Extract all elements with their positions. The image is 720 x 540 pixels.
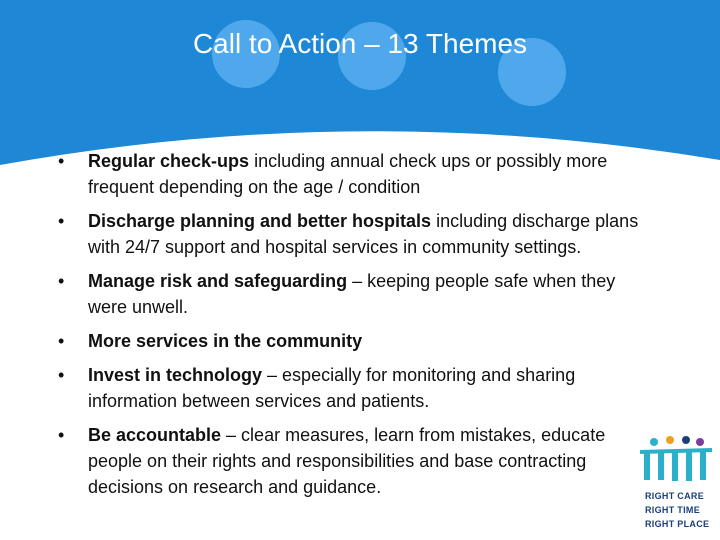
- bullet-dot: •: [58, 331, 65, 351]
- bullet-text: – especially for monitoring and sharing information between services and patients.: [88, 365, 576, 411]
- bullet-text: including annual check ups or possibly more frequent depending on the age / condition: [88, 151, 608, 197]
- bullet-text: including discharge plans with 24/7 support and hospital services in community settings.: [88, 211, 639, 257]
- list-item: [58, 328, 648, 354]
- bullet-bold-text: More services in the community: [88, 331, 363, 351]
- bullet-dot: •: [58, 211, 65, 231]
- bullet-dot: •: [58, 425, 65, 445]
- bullet-bold-text: Be accountable: [88, 425, 222, 445]
- list-item: [58, 268, 648, 320]
- list-item: [58, 208, 648, 260]
- bullet-bold-text: Regular check-ups: [88, 151, 250, 171]
- bullet-dot: •: [58, 365, 65, 385]
- bullet-text: – keeping people safe when they were unwell.: [88, 271, 616, 317]
- bullet-dot: •: [58, 151, 65, 171]
- logo-line-2: RIGHT TIME: [645, 505, 700, 515]
- people-group-icon: [636, 436, 716, 486]
- bullet-dot: •: [58, 271, 65, 291]
- list-item: [58, 148, 648, 200]
- page-title: Call to Action – 13 Themes: [192, 28, 528, 59]
- bullet-bold-text: Invest in technology: [88, 365, 263, 385]
- bullet-text: – clear measures, learn from mistakes, educate people on their rights and responsibilities and base contracting decisions on research and guidance.: [88, 425, 606, 497]
- bullet-list: [58, 148, 648, 508]
- logo-line-3: RIGHT PLACE: [645, 519, 710, 529]
- bullet-bold-text: Manage risk and safeguarding: [88, 271, 348, 291]
- list-item: [58, 422, 648, 500]
- logo-line-1: RIGHT CARE: [645, 491, 704, 501]
- bullet-bold-text: Discharge planning and better hospitals: [88, 211, 432, 231]
- list-item: [58, 362, 648, 414]
